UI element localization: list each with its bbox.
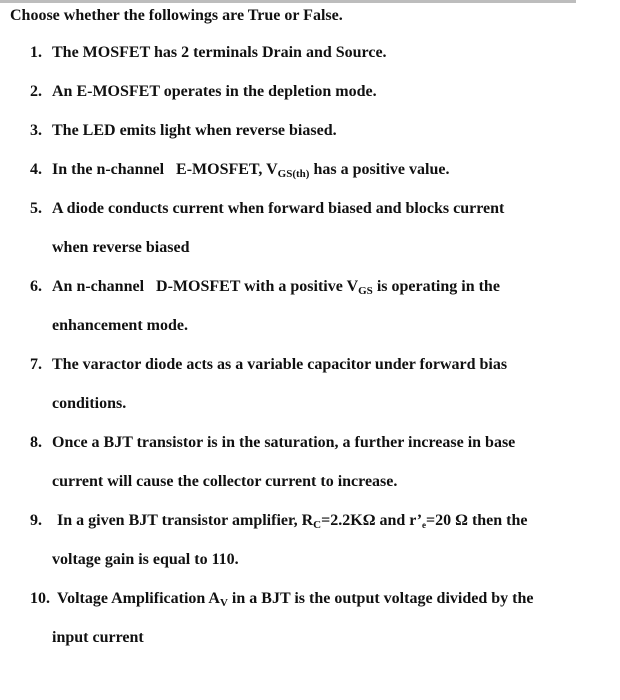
instructions-heading: Choose whether the followings are True or False. [10,7,343,24]
subscript-e: e [422,520,427,530]
question-number: 7. [30,356,42,373]
question-text [57,511,528,532]
question-text [57,589,533,610]
question-text-part: An n-channel D-MOSFET with a positive V [52,278,359,295]
question-text-part: In a given BJT transistor amplifier, R [57,512,314,529]
question-text: The LED emits light when reverse biased. [52,122,337,139]
question-number: 8. [30,434,42,451]
question-text-part: in a BJT is the output voltage divided by the [227,590,534,607]
question-text [52,160,449,181]
question-text-continued: enhancement mode. [52,317,188,334]
question-text: The MOSFET has 2 terminals Drain and Source. [52,44,387,61]
question-text-continued: conditions. [52,395,127,412]
question-text-part: =20 Ω then the [426,512,528,529]
question-text-part: =2.2KΩ and r’ [321,512,423,529]
question-text: A diode conducts current when forward biased and blocks current [52,200,505,217]
question-number: 1. [30,44,42,61]
question-text: An E-MOSFET operates in the depletion mode. [52,83,377,100]
subscript-gs: GS [358,285,373,297]
question-number: 2. [30,83,42,100]
subscript-v: V [219,597,228,609]
question-number: 10. [30,590,50,607]
question-text-part: In the n-channel E-MOSFET, V [52,161,278,178]
question-text-part: is operating in the [372,278,500,295]
question-number: 9. [30,512,42,529]
question-text-part: has a positive value. [309,161,450,178]
question-number: 6. [30,278,42,295]
subscript-gs-th: GS(th) [277,168,310,180]
question-text [52,277,500,298]
subscript-c: C [313,519,322,531]
question-text-continued: input current [52,629,144,646]
question-text-part: Voltage Amplification A [57,590,220,607]
question-number: 3. [30,122,42,139]
question-text: The varactor diode acts as a variable capacitor under forward bias [52,356,508,373]
question-text-continued: voltage gain is equal to 110. [52,551,239,568]
question-number: 4. [30,161,42,178]
top-border-line [0,0,576,3]
question-text-continued: when reverse biased [52,239,190,256]
question-text-continued: current will cause the collector current to increase. [52,473,398,490]
question-text: Once a BJT transistor is in the saturation, a further increase in base [52,434,516,451]
question-number: 5. [30,200,42,217]
